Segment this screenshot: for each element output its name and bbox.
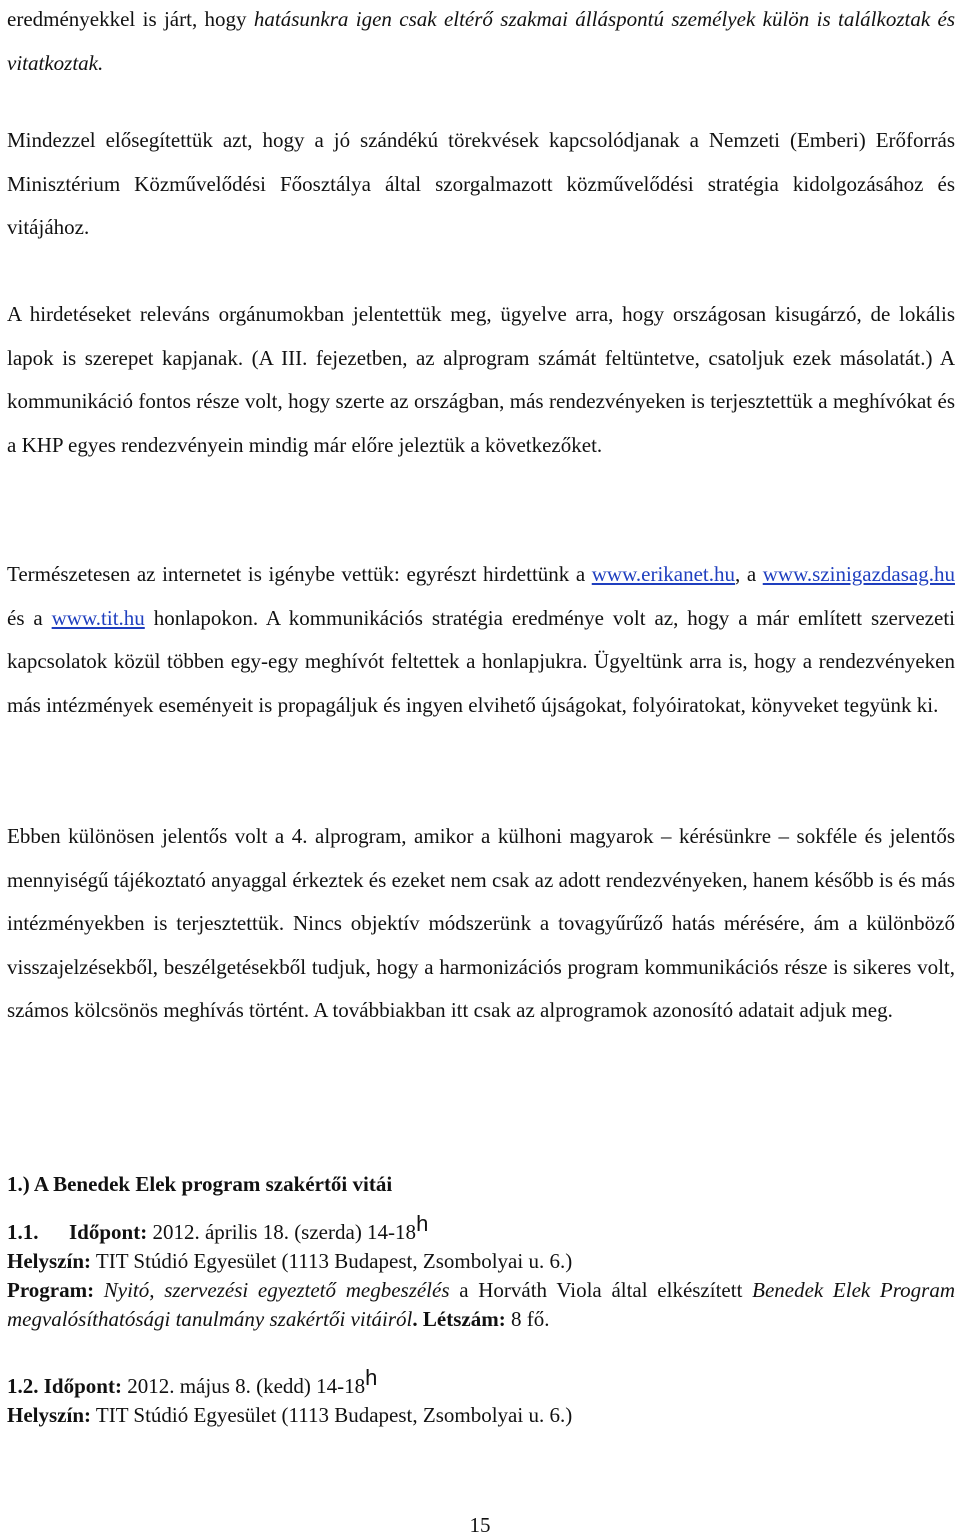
event-number: 1.1. [7,1220,39,1244]
link-tit[interactable]: www.tit.hu [51,605,145,630]
text-run: , a [735,562,763,586]
page-number: 15 [469,1513,491,1537]
place-value: TIT Stúdió Egyesület (1113 Budapest, Zsombolyai u. 6.) [91,1249,573,1273]
event-place-line [7,1247,955,1276]
event-time-line [7,1365,572,1401]
text-run: Természetesen az internetet is igénybe vettük: egyrészt hirdettünk a [7,562,592,586]
text-run: honlapokon. A kommunikációs stratégia eredménye volt az, hogy a már említett szervezeti kapcsolatok közül többen egy-egy meghívót feltettek a honlapjukra. Ügyeltünk arra is, hogy a rendezvényeken más intézmények eseményeit is propagáljuk és ingyen elvihető újságokat, folyóiratokat, könyveket tegyünk ki. [7,605,955,717]
time-value: 2012. április 18. (szerda) 14-18 [147,1220,417,1244]
text-run: és a [7,605,52,630]
italic-text-run: hatásunkra igen csak eltérő szakmai álláspontú személyek külön is találkoztak és vitatkoztak. [7,7,955,75]
headcount-value: 8 fő. [505,1307,550,1331]
program-italic: Nyitó, szervezési egyeztető megbeszélés [94,1278,450,1302]
place-value: TIT Stúdió Egyesület (1113 Budapest, Zsombolyai u. 6.) [91,1403,573,1427]
link-szinigazdasag[interactable]: www.szinigazdasag.hu [762,562,955,586]
link-erikanet[interactable]: www.erikanet.hu [591,562,736,586]
event-number-time-label: 1.2. Időpont: [7,1374,122,1398]
paragraph-advertisements: A hirdetéseket releváns orgánumokban jelentettük meg, ügyelve arra, hogy országosan kisugárzó, de lokális lapok is szerepet kapjanak. (A III. fejezetben, az alprogram számát feltüntetve, csatoljuk ezek másolatát.) A kommunikáció fontos része volt, hogy szerte az országban, más rendezvényeken is terjesztettük a meghívókat és a KHP egyes rendezvényein mindig már előre jeleztük a következőket. [7,302,955,457]
headcount-label: Létszám: [417,1307,506,1331]
event-block-1-2 [7,1365,573,1430]
place-label: Helyszín: [7,1403,91,1427]
program-text: a Horváth Viola által elkészített [449,1278,753,1302]
paragraph-strategy: Mindezzel elősegítettük azt, hogy a jó szándékú törekvések kapcsolódjanak a Nemzeti (Emberi) Erőforrás Minisztérium Közművelődési Főosztálya által szorgalmazott közművelődési stratégia kidolgozásához és vitájához. [7,128,955,239]
event-block-1-1 [7,1211,955,1334]
paragraph-intro-end [7,0,955,85]
paragraph-internet [7,553,955,727]
section-heading: 1.) A Benedek Elek program szakértői vitái [7,1172,393,1196]
program-dot: . [412,1307,418,1331]
paragraph-abroad-program: Ebben különösen jelentős volt a 4. alprogram, amikor a külhoni magyarok – kérésünkre – sokféle és jelentős mennyiségű tájékoztató anyaggal érkeztek és ezeket nem csak az adott rendezvényeken, hanem később is és más intézményekben is terjesztettük. Nincs objektív módszerünk a tovagyűrűző hatás mérésére, ám a különböző visszajelzésekből, beszélgetésekből tudjuk, hogy a harmonizációs program kommunikációs része is sikeres volt, számos kölcsönös meghívás történt. A továbbiakban itt csak az alprogramok azonosító adatait adjuk meg. [7,824,955,1022]
time-value: 2012. május 8. (kedd) 14-18 [121,1374,366,1398]
event-program-line [7,1276,955,1334]
program-label: Program: [7,1278,95,1302]
event-time-line [7,1211,955,1247]
text-run: eredményekkel is járt, hogy [7,7,254,31]
program-italic-title: Benedek Elek Program megvalósíthatósági tanulmány szakértői vitáiról [7,1278,955,1331]
hour-superscript: h [416,1211,429,1236]
hour-superscript: h [365,1365,378,1390]
place-label: Helyszín: [7,1249,91,1273]
event-place-line [7,1401,572,1430]
time-label: Időpont: [69,1220,148,1244]
